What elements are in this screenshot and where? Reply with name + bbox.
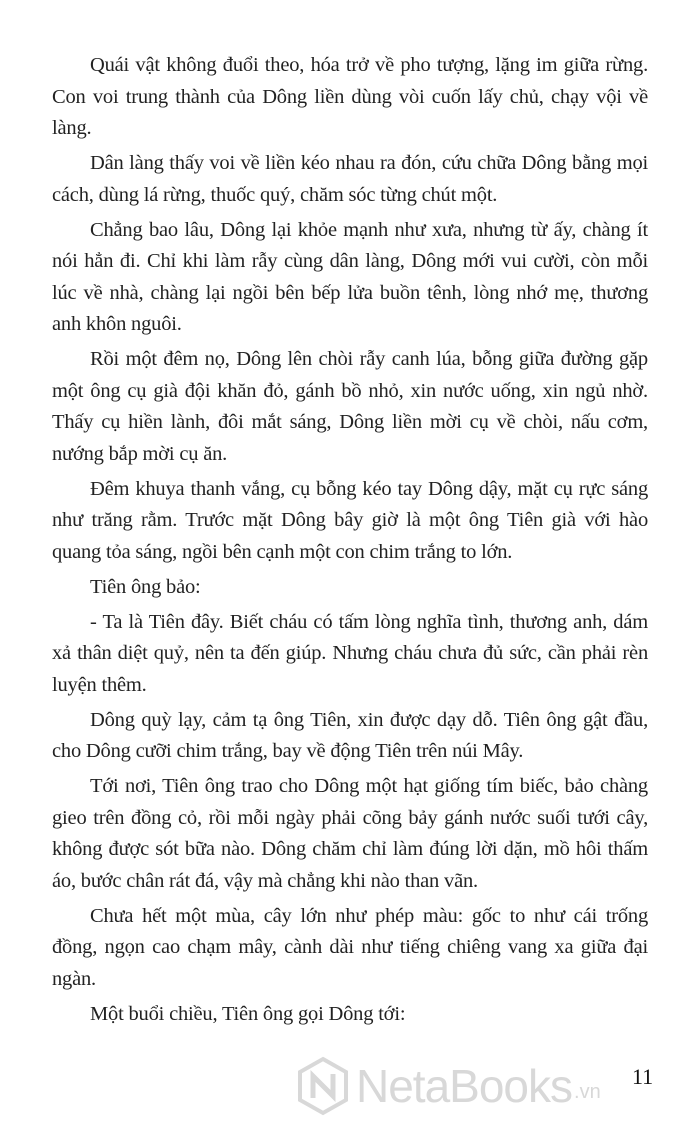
watermark-brand: NetaBooks (356, 1060, 573, 1112)
page-number: 11 (632, 1064, 654, 1089)
paragraph: Chưa hết một mùa, cây lớn như phép màu: gốc to như cái trống đồng, ngọn cao chạm mây, cành dài như tiếng chiêng vang xa giữa đại ngàn. (52, 904, 648, 990)
paragraph: Tới nơi, Tiên ông trao cho Dông một hạt giống tím biếc, bảo chàng gieo trên đồng cỏ, rồi mỗi ngày phải cõng bảy gánh nước suối tưới cây, không được sót bữa nào. Dông chăm chỉ làm đúng lời dặn, mồ hôi thấm áo, bước chân rát đá, vậy mà chẳng khi nào than vãn. (52, 775, 648, 892)
paragraph: Rồi một đêm nọ, Dông lên chòi rẫy canh lúa, bỗng giữa đường gặp một ông cụ già đội khăn đỏ, gánh bồ nhỏ, xin nước uống, xin ngủ nhờ. Thấy cụ hiền lành, đôi mắt sáng, Dông liền mời cụ về chòi, nấu cơm, nướng bắp mời cụ ăn. (52, 348, 648, 465)
page-body (52, 50, 648, 1034)
paragraph: - Ta là Tiên đây. Biết cháu có tấm lòng nghĩa tình, thương anh, dám xả thân diệt quỷ, nên ta đến giúp. Nhưng cháu chưa đủ sức, cần phải rèn luyện thêm. (52, 610, 648, 696)
paragraph: Dân làng thấy voi về liền kéo nhau ra đón, cứu chữa Dông bằng mọi cách, dùng lá rừng, thuốc quý, chăm sóc từng chút một. (52, 152, 648, 206)
watermark-suffix: .vn (574, 1081, 601, 1103)
paragraph: Quái vật không đuổi theo, hóa trở về pho tượng, lặng im giữa rừng. Con voi trung thành của Dông liền dùng vòi cuốn lấy chủ, chạy vội về làng. (52, 54, 648, 139)
netabooks-logo-icon (296, 1056, 350, 1116)
paragraph: Tiên ông bảo: (90, 575, 201, 598)
paragraph: Đêm khuya thanh vắng, cụ bỗng kéo tay Dông dậy, mặt cụ rực sáng như trăng rằm. Trước mặt Dông bây giờ là một ông Tiên già với hào quang tỏa sáng, ngồi bên cạnh một con chim trắng to lớn. (52, 477, 648, 563)
paragraph: Một buổi chiều, Tiên ông gọi Dông tới: (90, 1002, 406, 1025)
paragraph: Dông quỳ lạy, cảm tạ ông Tiên, xin được dạy dỗ. Tiên ông gật đầu, cho Dông cưỡi chim trắng, bay về động Tiên trên núi Mây. (52, 708, 648, 762)
paragraph: Chẳng bao lâu, Dông lại khỏe mạnh như xưa, nhưng từ ấy, chàng ít nói hẳn đi. Chỉ khi làm rẫy cùng dân làng, Dông mới vui cười, còn mỗi lúc về nhà, chàng lại ngồi bên bếp lửa buồn tênh, lòng nhớ mẹ, thương anh khôn nguôi. (52, 218, 648, 335)
netabooks-watermark (296, 1056, 601, 1116)
